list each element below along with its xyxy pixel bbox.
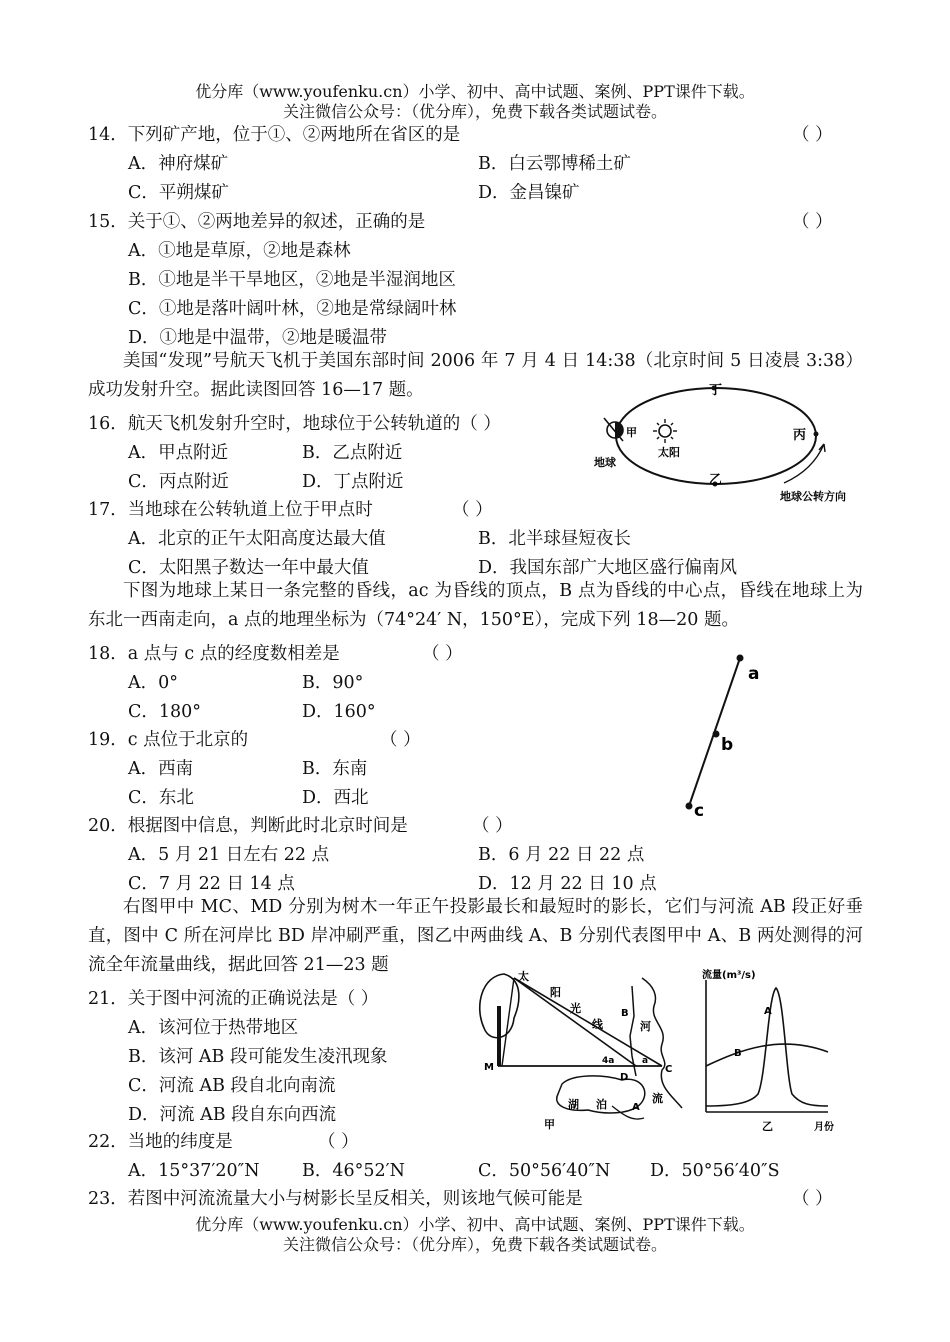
orbit-ellipse [616,388,816,484]
footer-line-2: 关注微信公众号：（优分库），免费下载各类试题试卷。 [282,1235,667,1254]
q15-option-a: A．①地是草原，②地是森林 [128,241,351,261]
q23-stem: 23．若图中河流流量大小与树影长呈反相关，则该地气候可能是 [88,1189,583,1209]
label-c: c [694,801,705,821]
q16-option-d: D．丁点附近 [302,472,404,492]
intro-18-20: 下图为地球上某日一条完整的昏线，ac 为昏线的顶点，B 点为昏线的中心点，昏线在地球上为东北一西南走向，a 点的地理坐标为（74°24′ N，150°E），完成下列 18—20 题。 [88,581,863,630]
tree-height-line [502,978,514,1066]
q21-option-b: B．该河 AB 段可能发生凌汛现象 [128,1047,388,1067]
q17-option-c: C．太阳黑子数达一年中最大值 [128,558,369,578]
q16-stem: 16．航天飞机发射升空时，地球位于公转轨道的（ ） [88,414,501,434]
label-guang: 光 [570,1002,581,1015]
label-yi: 乙 [709,473,723,488]
point-b-dot [713,731,720,738]
label-b: b [721,735,734,755]
river-bank-east [642,978,682,1108]
q20-option-b: B．6 月 22 日 22 点 [478,845,645,865]
q21-option-d: D．河流 AB 段自东向西流 [128,1105,337,1125]
curve-b [706,1044,828,1066]
label-figure-jia: 甲 [544,1118,555,1131]
figure-jia [472,966,697,1134]
q14-stem: 14．下列矿产地，位于①、②两地所在省区的是 [88,125,461,145]
q20-option-a: A．5 月 21 日左右 22 点 [128,845,330,865]
label-angle-a: a [642,1056,649,1066]
label-xian: 线 [592,1018,603,1031]
yi-xlabel: 月份 [814,1122,834,1133]
orbit-figure [588,378,868,508]
q19-option-d: D．西北 [302,788,369,808]
q22-bracket: （ ） [318,1132,359,1152]
label-c-point: C [665,1064,673,1075]
q14-bracket: （ ） [792,125,833,145]
q17-stem: 17．当地球在公转轨道上位于甲点时 [88,500,373,520]
q14-option-c: C．平朔煤矿 [128,183,229,203]
q20-bracket: （ ） [472,816,513,836]
label-hu: 湖 [568,1098,579,1111]
q22-option-c: C．50°56′40″N [478,1161,611,1181]
q15-option-c: C．①地是落叶阔叶林，②地是常绿阔叶林 [128,299,457,319]
label-a: a [748,664,760,684]
q22-stem: 22．当地的纬度是 [88,1132,233,1152]
q18-bracket: （ ） [422,644,463,664]
q16-option-a: A．甲点附近 [128,443,229,463]
q18-option-b: B．90° [302,673,364,693]
label-tai: 太 [518,970,529,983]
q18-stem: 18．a 点与 c 点的经度数相差是 [88,644,340,664]
label-he: 河 [640,1020,651,1033]
q18-option-c: C．180° [128,702,202,722]
q21-stem: 21．关于图中河流的正确说法是（ ） [88,989,379,1009]
q18-option-d: D．160° [302,702,376,722]
q23-bracket: （ ） [792,1189,833,1209]
header-line-2: 关注微信公众号：（优分库），免费下载各类试题试卷。 [282,102,667,121]
q19-option-b: B．东南 [302,759,368,779]
label-sun: 太阳 [658,446,680,459]
label-liu: 流 [652,1092,663,1105]
intro-16-17: 美国“发现”号航天飞机于美国东部时间 2006 年 7 月 4 日 14:38（北京时间 5 日凌晨 3:38）成功发射升空。据此读图回答 16—17 题。 [88,351,863,400]
q21-option-c: C．河流 AB 段自北向南流 [128,1076,336,1096]
figure-yi [700,966,852,1134]
label-po: 泊 [596,1098,607,1111]
q16-option-b: B．乙点附近 [302,443,403,463]
label-jia: 甲 [626,426,637,439]
intro-21-23: 右图甲中 MC、MD 分别为树木一年正午投影最长和最短时的影长，它们与河流 AB 段正好垂直，图中 C 所在河岸比 BD 岸冲刷严重，图乙中两曲线 A、B 分别代表图甲中 A、B 两处测得的河流全年流量曲线，据此回答 21—23 题 [88,897,863,975]
yi-ylabel: 流量(m³/s) [702,970,756,981]
q14-option-d: D．金昌镍矿 [478,183,580,203]
point-a-dot [737,655,744,662]
q16-option-c: C．丙点附近 [128,472,229,492]
q22-option-a: A．15°37′20″N [128,1161,260,1181]
q15-option-d: D．①地是中温带，②地是暖温带 [128,328,388,348]
sun-ray-2 [514,978,636,1066]
q15-option-b: B．①地是半干旱地区，②地是半湿润地区 [128,270,456,290]
q17-option-b: B．北半球昼短夜长 [478,529,631,549]
header-line-1: 优分库（www.youfenku.cn）小学、初中、高中试题、案例、PPT课件下载。 [195,82,755,101]
terminator-figure [672,648,772,828]
point-bing-dot [814,432,819,437]
q20-option-c: C．7 月 22 日 14 点 [128,874,295,894]
q14-option-a: A．神府煤矿 [128,154,229,174]
label-b-point: B [621,1008,629,1019]
q15-stem: 15．关于①、②两地差异的叙述，正确的是 [88,212,426,232]
q17-bracket: （ ） [452,500,493,520]
q19-bracket: （ ） [380,730,421,750]
footer-line-1: 优分库（www.youfenku.cn）小学、初中、高中试题、案例、PPT课件下载。 [195,1215,755,1234]
label-d-point: D [620,1072,629,1083]
label-m: M [484,1062,494,1073]
label-bing: 丙 [793,428,807,443]
label-a-point: A [632,1102,640,1113]
q17-option-d: D．我国东部广大地区盛行偏南风 [478,558,738,578]
q22-option-d: D．50°56′40″S [650,1161,780,1181]
label-curve-b: B [734,1048,742,1059]
q20-option-d: D．12 月 22 日 10 点 [478,874,657,894]
label-ding: 丁 [709,383,723,398]
q21-option-a: A．该河位于热带地区 [128,1018,299,1038]
label-4a: 4a [602,1056,615,1066]
label-yang: 阳 [550,986,561,999]
q19-stem: 19．c 点位于北京的 [88,730,249,750]
label-direction: 地球公转方向 [780,490,846,503]
q14-option-b: B．白云鄂博稀土矿 [478,154,631,174]
point-c-dot [686,803,693,810]
sun-icon [653,419,677,443]
direction-arrow [784,444,824,483]
label-curve-a: A [764,1006,772,1017]
q19-option-c: C．东北 [128,788,194,808]
q15-bracket: （ ） [792,212,833,232]
q19-option-a: A．西南 [128,759,194,779]
q22-option-b: B．46°52′N [302,1161,405,1181]
q20-stem: 20．根据图中信息，判断此时北京时间是 [88,816,408,836]
label-earth: 地球 [594,456,616,469]
q18-option-a: A．0° [128,673,179,693]
q17-option-a: A．北京的正午太阳高度达最大值 [128,529,386,549]
label-figure-yi: 乙 [762,1120,773,1133]
